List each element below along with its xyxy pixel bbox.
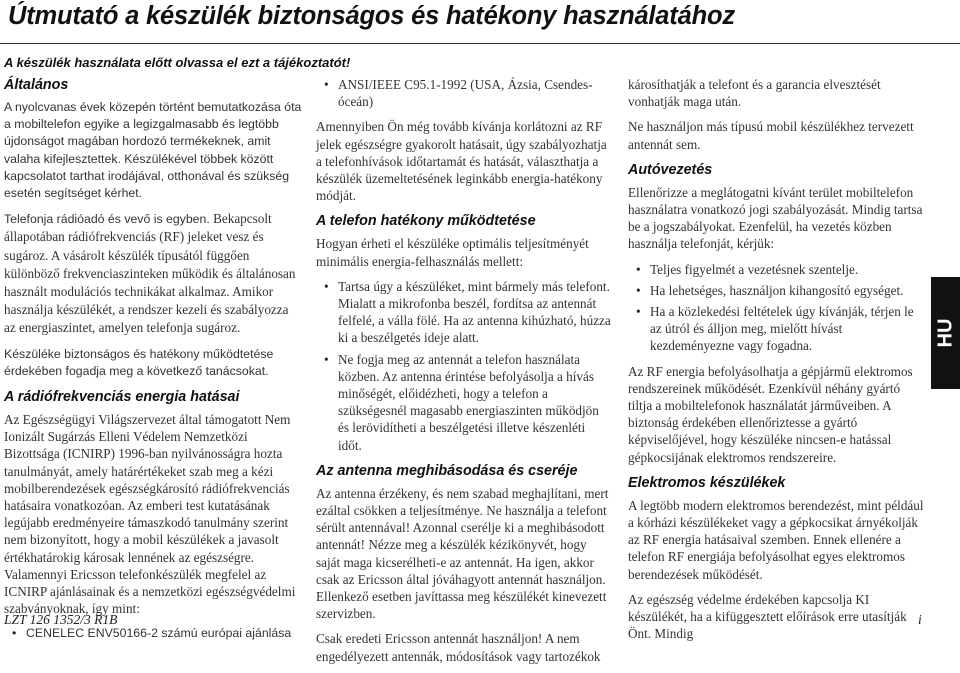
- list-item: • Ha lehetséges, használjon kihangosító egységet.: [628, 282, 924, 299]
- heading-antenna: Az antenna meghibásodása és cseréje: [316, 462, 578, 479]
- paragraph-damage: károsíthatják a telefont és a garancia elvesztését vonhatják maga után.: [628, 77, 881, 110]
- paragraph-other-antenna: Ne használjon más típusú mobil készülékhez tervezett antennát sem.: [628, 119, 914, 152]
- radio-rf-sentence: Bekapcsolt állapotában rádiófrekvenciás (RF) jeleket vesz és sugároz.: [4, 211, 272, 263]
- radio-sentence: Telefonja rádióadó és vevő is egyben.: [4, 212, 210, 227]
- paragraph-limit-rf: Amennyiben Ön még tovább kívánja korlátozni az RF jelek egészségre gyakorolt hatásait, úgy szabályozhatja a telefonhívások időtartamát és hatását, választhatja a készülék üzemeltetésének leginkább energia-hatékony módját.: [316, 119, 607, 204]
- page-number: i: [918, 612, 922, 627]
- heading-general: Általános: [4, 77, 69, 93]
- list-item: • Teljes figyelmét a vezetésnek szentelje.: [628, 261, 924, 278]
- efficiency-list: [316, 278, 612, 454]
- column-3: [628, 76, 924, 650]
- paragraph-vehicle-rf: Az RF energia befolyásolhatja a gépjármű elektromos rendszereinek működését. Ezenkívül néhány gyártó tiltja a mobiltelefonok használatát járműveiben. A biztonság érdekében ellenőriztesse a gyártó képviselőjével, hogy készüléke nincsen-e hatással gépkocsijának elektromos rendszereire.: [628, 363, 913, 465]
- paragraph-shielding: A legtöbb modern elektromos berendezést, mint például a kórházi készülékeket vagy a gépkocsikat árnyékolják az RF energia hatásaival szemben. Ennek ellenére a telefon RF energiája befolyásolhat egyes elektromos berendezések működését.: [628, 497, 924, 582]
- heading-efficient-operation: A telefon hatékony működtetése: [316, 213, 536, 230]
- page-subtitle: A készülék használata előtt olvassa el ezt a tájékoztatót!: [4, 55, 351, 70]
- paragraph-switch-off: Az egészség védelme érdekében kapcsolja KI készülékét, ha a kifüggesztett előírások erre utasítják Önt. Mindig: [628, 591, 907, 642]
- paragraph-original-antenna: Csak eredeti Ericsson antennát használjon! A nem engedélyezett antennák, módosítások vagy tartozékok: [316, 631, 601, 664]
- standards-list: [4, 625, 302, 642]
- list-item: • ANSI/IEEE C95.1-1992 (USA, Ázsia, Csendes-óceán): [316, 76, 612, 110]
- document-code: LZT 126 1352/3 R1B: [4, 612, 118, 627]
- heading-electronic-devices: Elektromos készülékek: [628, 474, 786, 491]
- list-item: • Ha a közlekedési feltételek úgy kívánják, térjen le az útról és álljon meg, mielőtt hívást kezdeményezne vagy fogadna.: [628, 303, 924, 355]
- column-2: [316, 76, 612, 673]
- column-1: [4, 76, 302, 651]
- paragraph-how: Hogyan érheti el készüléke optimális teljesítményét minimális energia-felhasználás mellett:: [316, 236, 589, 269]
- list-item: • Tartsa úgy a készüléket, mint bármely más telefont. Mialatt a mikrofonba beszél, fordítsa az antennát felfelé, a válla fölé. Ha az antenna kihúzható, húzza ki a beszélgetés ideje alatt.: [316, 278, 612, 347]
- heading-rf-effects: A rádiófrekvenciás energia hatásai: [4, 389, 240, 406]
- language-tab-label: HU: [934, 318, 956, 348]
- paragraph-advice: Készüléke biztonságos és hatékony működtetése érdekében fogadja meg a következő tanácsokat.: [4, 346, 274, 378]
- radio-frequency-sentence: A vásárolt készülék típusától függően különböző frekvenciaszinteken működik és általánosan használt modulációs technikákat alkalmaz. Amikor használja készülékét, a rendszer kezeli és szabályozza az energiaszintet, amelyen telefonja sugároz.: [4, 247, 296, 336]
- paragraph-intro: A nyolcvanas évek közepén történt bemutatkozása óta a mobiltelefon egyike a legizgalmasabb és legtöbb újdonságot magában hordozó termékeknek, amit valaha kifejlesztettek. Készülékével többek között kapcsolatot tarthat irodájával, otthonával és szükség esetén segítséget kérhet.: [4, 100, 302, 201]
- standards-list-continued: [316, 76, 612, 110]
- paragraph-antenna: Az antenna érzékeny, és nem szabad meghajlítani, mert ezáltal csökken a teljesítménye. Ne használja a telefont sérült antennával! Azonnal cserélje ki a meghibásodott antennát! Nézze meg a készülék kézikönyvét, hogy saját maga kicserélheti-e az antennát. Ha igen, akkor csak az Ericsson által jóváhagyott antennát használjon. Ellenkező esetben javíttassa meg készülékét kinevezett szervizben.: [316, 485, 609, 622]
- list-item: • CENELEC ENV50166-2 számú európai ajánlása: [4, 625, 302, 642]
- paragraph-radio: [4, 210, 302, 337]
- heading-driving: Autóvezetés: [628, 161, 713, 178]
- driving-list: [628, 261, 924, 355]
- language-tab: [931, 277, 960, 389]
- paragraph-who: Az Egészségügyi Világszervezet által támogatott Nem Ionizált Sugárzás Elleni Védelem Nemzetközi Bizottsága (ICNIRP) 1996-ban nyilvánosságra hozta tanulmányát, amely határértékeket szab meg a kézi mobilberendezések egészségkárosító rádiófrekvenciás hatásaira vonatkozóan. Az emberi test kutatásának legújabb eredményeire támaszkodó tanulmány szerint nem bizonyított, hogy a mobil készülékek a javasolt értékhatárokig károsak lennének az egészségre. Valamennyi Ericsson telefonkészülék megfelel az ICNIRP ajánlásainak és a nemzetközi egészségvédelmi szabványoknak, így mint:: [4, 412, 296, 617]
- title-rule: [0, 43, 960, 44]
- page-title: Útmutató a készülék biztonságos és hatékony használatához: [8, 2, 735, 30]
- list-item: • Ne fogja meg az antennát a telefon használata közben. Az antenna érintése befolyásolja a hívás minőségét, előidézheti, hogy a telefon a szükségesnél magasabb energiaszinten működjön és lerövidítheti a beszélgetési illetve készenléti időt.: [316, 351, 612, 454]
- paragraph-check-laws: Ellenőrizze a meglátogatni kívánt terület mobiltelefon használatra vonatkozó jogi szabályozását. Mindig tartsa be a jogszabályokat. Ezenfelül, ha vezetés közben használja telefonját, kérjük:: [628, 184, 923, 252]
